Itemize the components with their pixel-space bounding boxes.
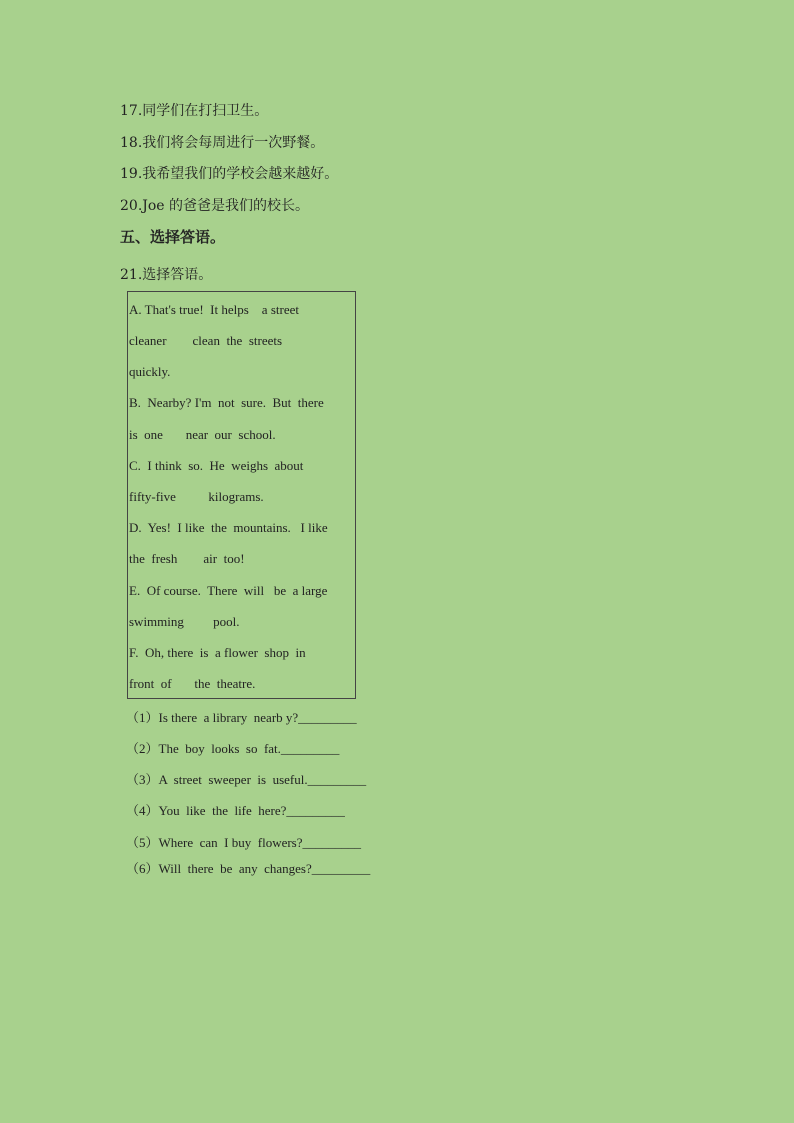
option-line: B. Nearby? I'm not sure. But there (129, 395, 324, 410)
question-3: （3）A street sweeper is useful._________ (126, 772, 367, 787)
option-line: E. Of course. There will be a large (129, 583, 328, 598)
question-title: 21.选择答语。 (120, 267, 213, 283)
option-line: F. Oh, there is a flower shop in (129, 645, 306, 660)
question-5: （5）Where can I buy flowers?_________ (126, 835, 362, 850)
option-line: A. That's true! It helps a street (129, 302, 299, 317)
section-heading: 五、选择答语。 (120, 228, 226, 246)
option-line: cleaner clean the streets (129, 333, 283, 348)
options-box (127, 291, 356, 699)
question-2: （2）The boy looks so fat._________ (126, 741, 340, 756)
option-line: D. Yes! I like the mountains. I like (129, 520, 328, 535)
option-line: the fresh air too! (129, 551, 245, 566)
sentence-18: 18.我们将会每周进行一次野餐。 (120, 135, 325, 151)
sentence-17: 17.同学们在打扫卫生。 (120, 103, 269, 119)
option-line: fifty-five kilograms. (129, 489, 264, 504)
question-4: （4）You like the life here?_________ (126, 803, 345, 818)
option-line: C. I think so. He weighs about (129, 458, 304, 473)
sentence-19: 19.我希望我们的学校会越来越好。 (120, 166, 339, 182)
option-line: quickly. (129, 364, 171, 379)
question-6: （6）Will there be any changes?_________ (126, 861, 371, 876)
option-line: is one near our school. (129, 427, 276, 442)
question-1: （1）Is there a library nearb y?_________ (126, 710, 357, 725)
sentence-20: 20.Joe 的爸爸是我们的校长。 (120, 198, 310, 214)
option-line: swimming pool. (129, 614, 240, 629)
option-line: front of the theatre. (129, 676, 256, 691)
